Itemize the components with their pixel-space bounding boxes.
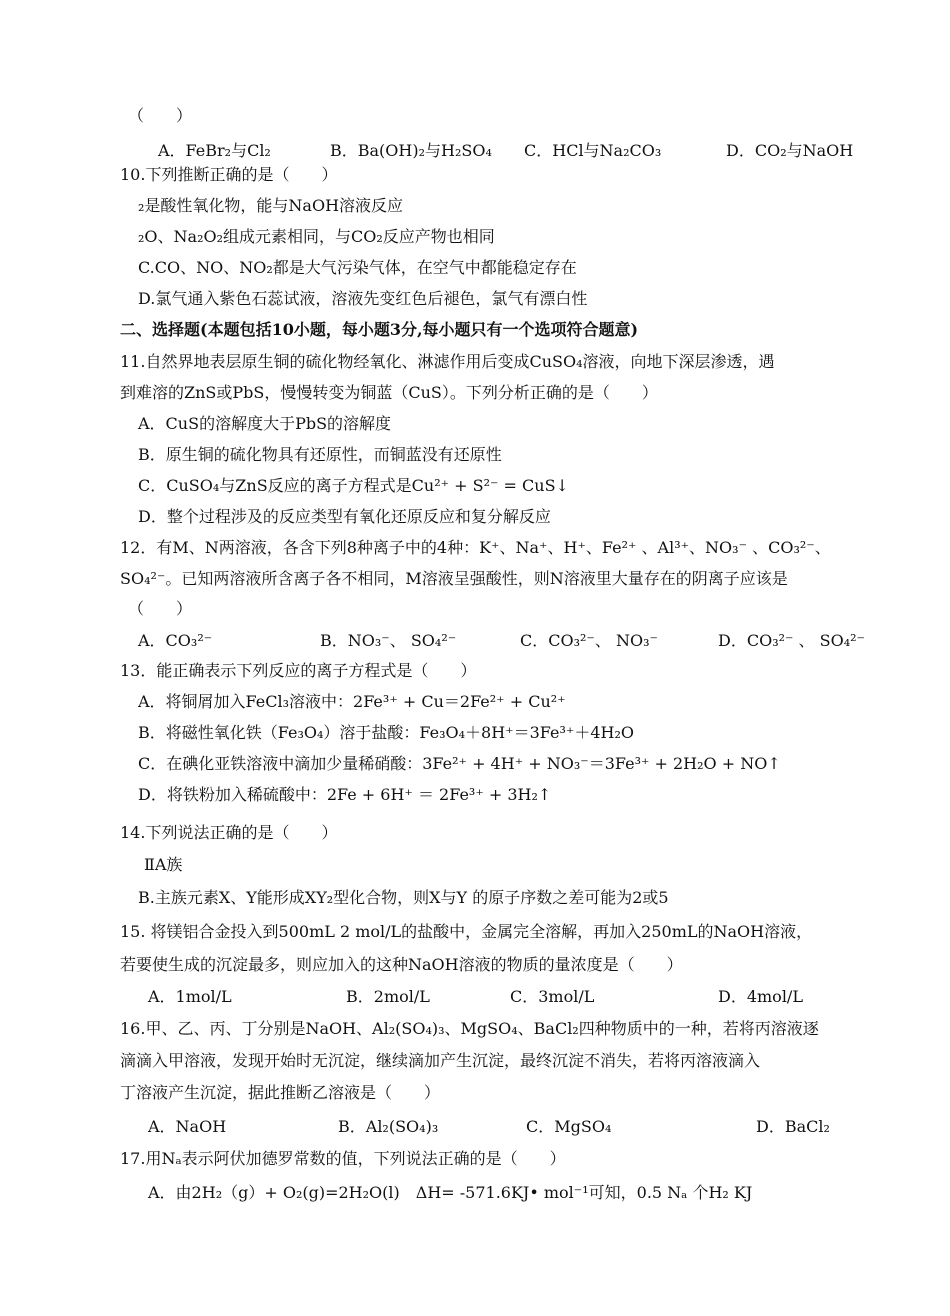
- q16-option-a: A．NaOH: [148, 1117, 227, 1136]
- q16-option-c: C．MgSO₄: [526, 1117, 612, 1136]
- q9-option-c: C．HCl与Na₂CO₃: [524, 141, 662, 160]
- q11-option-b: B．原生铜的硫化物具有还原性，而铜蓝没有还原性: [138, 445, 502, 464]
- q11-option-c: C．CuSO₄与ZnS反应的离子方程式是Cu²⁺ + S²⁻ = CuS↓: [138, 476, 569, 495]
- q12-option-c: C．CO₃²⁻、 NO₃⁻: [520, 631, 658, 650]
- q9-option-a: A．FeBr₂与Cl₂: [158, 141, 271, 160]
- q14-stem: 14.下列说法正确的是（ ）: [120, 823, 338, 842]
- q12-option-a: A．CO₃²⁻: [138, 631, 213, 650]
- q15-option-c: C．3mol/L: [510, 987, 595, 1006]
- q11-stem-line2: 到难溶的ZnS或PbS，慢慢转变为铜蓝（CuS）。下列分析正确的是（ ）: [120, 383, 658, 402]
- q15-option-b: B．2mol/L: [346, 987, 430, 1006]
- q15-option-a: A．1mol/L: [148, 987, 232, 1006]
- q16-stem-line1: 16.甲、乙、丙、丁分别是NaOH、Al₂(SO₄)₃、MgSO₄、BaCl₂四种物质中的一种，若将丙溶液逐: [120, 1019, 819, 1038]
- q13-option-a: A．将铜屑加入FeCl₃溶液中：2Fe³⁺ + Cu＝2Fe²⁺ + Cu²⁺: [138, 692, 566, 711]
- q14-option-a-fragment: ⅡA族: [144, 855, 183, 874]
- q13-option-b: B．将磁性氧化铁（Fe₃O₄）溶于盐酸：Fe₃O₄＋8H⁺＝3Fe³⁺＋4H₂O: [138, 723, 635, 742]
- q11-option-a: A．CuS的溶解度大于PbS的溶解度: [138, 414, 392, 433]
- q12-option-d: D．CO₃²⁻ 、 SO₄²⁻: [718, 631, 865, 650]
- q10-option-c: C.CO、NO、NO₂都是大气污染气体，在空气中都能稳定存在: [138, 258, 577, 277]
- q10-stem: 10.下列推断正确的是（ ）: [120, 165, 338, 184]
- q12-stem-line2: SO₄²⁻。已知两溶液所含离子各不相同，M溶液呈强酸性，则N溶液里大量存在的阴离子应该是: [120, 569, 788, 588]
- q15-stem-line2: 若要使生成的沉淀最多，则应加入的这种NaOH溶液的物质的量浓度是（ ）: [120, 955, 683, 974]
- q13-option-c: C．在碘化亚铁溶液中滴加少量稀硝酸：3Fe²⁺ + 4H⁺ + NO₃⁻＝3Fe³⁺ + 2H₂O + NO↑: [138, 754, 781, 773]
- q15-stem-line1: 15. 将镁铝合金投入到500mL 2 mol/L的盐酸中，金属完全溶解，再加入250mL的NaOH溶液，: [120, 922, 813, 941]
- q16-option-b: B．Al₂(SO₄)₃: [338, 1117, 439, 1136]
- q9-paren: （ ）: [128, 106, 193, 125]
- q15-option-d: D．4mol/L: [718, 987, 803, 1006]
- q13-stem: 13．能正确表示下列反应的离子方程式是（ ）: [120, 661, 477, 680]
- q9-option-d: D．CO₂与NaOH: [726, 141, 854, 160]
- q13-option-d: D．将铁粉加入稀硫酸中：2Fe + 6H⁺ ＝ 2Fe³⁺ + 3H₂↑: [138, 785, 552, 804]
- q11-stem-line1: 11.自然界地表层原生铜的硫化物经氧化、淋滤作用后变成CuSO₄溶液，向地下深层渗透，遇: [120, 352, 775, 371]
- q17-stem: 17.用Nₐ表示阿伏加德罗常数的值，下列说法正确的是（ ）: [120, 1149, 566, 1168]
- q12-paren: （ ）: [128, 599, 193, 618]
- q14-option-b: B.主族元素X、Y能形成XY₂型化合物，则X与Y 的原子序数之差可能为2或5: [138, 888, 669, 907]
- q17-option-a: A．由2H₂（g）+ O₂(g)=2H₂O(l) ΔH= -571.6KJ• mol⁻¹可知，0.5 Nₐ 个H₂ KJ: [148, 1183, 753, 1202]
- q11-option-d: D．整个过程涉及的反应类型有氧化还原反应和复分解反应: [138, 507, 551, 526]
- q10-option-b: ₂O、Na₂O₂组成元素相同，与CO₂反应产物也相同: [138, 227, 495, 246]
- q12-option-b: B．NO₃⁻、 SO₄²⁻: [320, 631, 457, 650]
- q12-stem-line1: 12．有M、N两溶液，各含下列8种离子中的4种：K⁺、Na⁺、H⁺、Fe²⁺ 、Al³⁺、NO₃⁻ 、CO₃²⁻、: [120, 538, 831, 557]
- q16-stem-line3: 丁溶液产生沉淀，据此推断乙溶液是（ ）: [120, 1083, 441, 1102]
- q16-option-d: D．BaCl₂: [756, 1117, 830, 1136]
- q10-option-d: D.氯气通入紫色石蕊试液，溶液先变红色后褪色，氯气有漂白性: [138, 289, 588, 308]
- q16-stem-line2: 滴滴入甲溶液，发现开始时无沉淀，继续滴加产生沉淀，最终沉淀不消失，若将丙溶液滴入: [120, 1051, 761, 1070]
- section-2-heading: 二、选择题(本题包括10小题，每小题3分,每小题只有一个选项符合题意): [120, 320, 639, 339]
- q10-option-a: ₂是酸性氧化物，能与NaOH溶液反应: [138, 196, 404, 215]
- q9-option-b: B．Ba(OH)₂与H₂SO₄: [330, 141, 492, 160]
